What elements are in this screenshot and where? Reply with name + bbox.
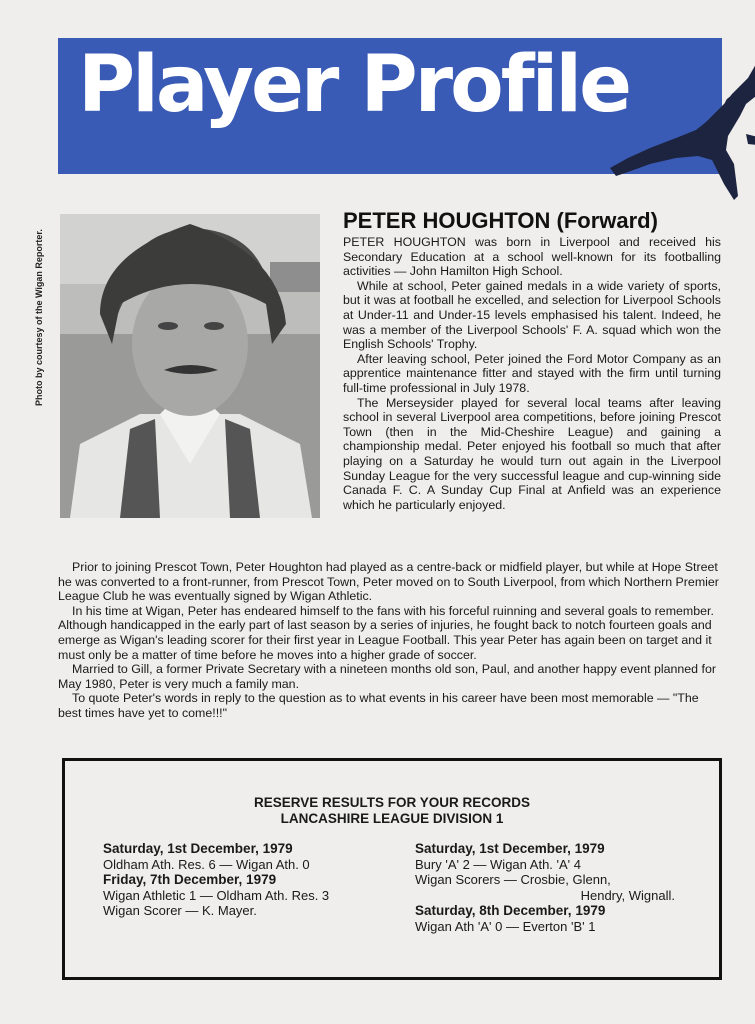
profile-paragraph: To quote Peter's words in reply to the question as to what events in his career have been most memorable — "The best times have yet to come!!!" xyxy=(58,691,699,720)
reserve-results-box xyxy=(62,758,722,980)
result-line: Oldham Ath. Res. 6 — Wigan Ath. 0 xyxy=(103,856,310,872)
result-line: Wigan Scorers — Crosbie, Glenn, xyxy=(415,872,611,887)
profile-paragraph: After leaving school, Peter joined the Ford Motor Company as an apprentice maintenance fitter and stayed with the firm until turning full-time professional in July 1978. xyxy=(343,351,721,395)
result-date: Friday, 7th December, 1979 xyxy=(103,872,277,887)
player-heading: PETER HOUGHTON (Forward) xyxy=(343,208,658,233)
profile-column xyxy=(343,235,721,512)
profile-banner xyxy=(58,38,722,174)
results-right-column xyxy=(415,841,675,934)
profile-paragraph: While at school, Peter gained medals in a wide variety of sports, but it was at football he excelled, and selection for Liverpool Schools at Under-11 and Under-15 levels emphasised his talent. Indeed, he was a member of the Liverpool Schools' F. A. squad which won the English Schools' Trophy. xyxy=(343,278,721,352)
profile-full-width xyxy=(58,560,722,721)
profile-paragraph: Married to Gill, a former Private Secretary with a nineteen months old son, Paul, and another happy event planned for May 1980, Peter is very much a family man. xyxy=(58,662,716,691)
results-subtitle: LANCASHIRE LEAGUE DIVISION 1 xyxy=(280,811,504,826)
player-photo xyxy=(60,214,320,518)
photo-credit: Photo by courtesy of the Wigan Reporter. xyxy=(34,229,44,406)
footballer-silhouette xyxy=(606,64,755,214)
result-date: Saturday, 8th December, 1979 xyxy=(415,903,606,918)
result-line: Hendry, Wignall. xyxy=(580,887,675,903)
result-date: Saturday, 1st December, 1979 xyxy=(103,841,293,856)
profile-paragraph: PETER HOUGHTON was born in Liverpool and received his Secondary Education at a school well-known for its footballing activities — John Hamilton High School. xyxy=(343,235,721,279)
result-line: Wigan Scorer — K. Mayer. xyxy=(103,903,257,918)
result-line: Wigan Ath 'A' 0 — Everton 'B' 1 xyxy=(415,918,596,934)
results-title xyxy=(65,795,719,827)
profile-paragraph: In his time at Wigan, Peter has endeared himself to the fans with his forceful ruinning and several goals to remember. Although handicapped in the early part of last season by a series of injuries, he fought back to notch fourteen goals and emerge as Wigan's leading scorer for their first year in League Football. This year Peter has again been on target and it must only be a matter of time before he moves into a higher grade of soccer. xyxy=(58,603,714,662)
result-date: Saturday, 1st December, 1979 xyxy=(415,841,605,856)
profile-paragraph: Prior to joining Prescot Town, Peter Houghton had played as a centre-back or midfield player, but while at Hope Street he was converted to a front-runner, from Prescot Town, Peter moved on to South Liverpool, from which Northern Premier League Club he was eventually signed by Wigan Athletic. xyxy=(58,560,719,604)
banner-title: Player Profile xyxy=(78,40,630,130)
results-title-line: RESERVE RESULTS FOR YOUR RECORDS xyxy=(253,795,531,810)
result-line: Wigan Athletic 1 — Oldham Ath. Res. 3 xyxy=(103,887,330,903)
profile-paragraph: The Merseysider played for several local teams after leaving school in several Liverpool area competitions, before joining Prescot Town (then in the Mid-Cheshire League) and gaining a championship medal. Peter enjoyed his football so much that after playing on a Saturday he would turn out again in the Liverpool Sunday League for the very successful league and cup-winning side Canada F. C. A Sunday Cup Final at Anfield was an experience which he particularly enjoyed. xyxy=(343,395,721,512)
results-left-column xyxy=(103,841,403,919)
result-line: Bury 'A' 2 — Wigan Ath. 'A' 4 xyxy=(415,856,581,872)
